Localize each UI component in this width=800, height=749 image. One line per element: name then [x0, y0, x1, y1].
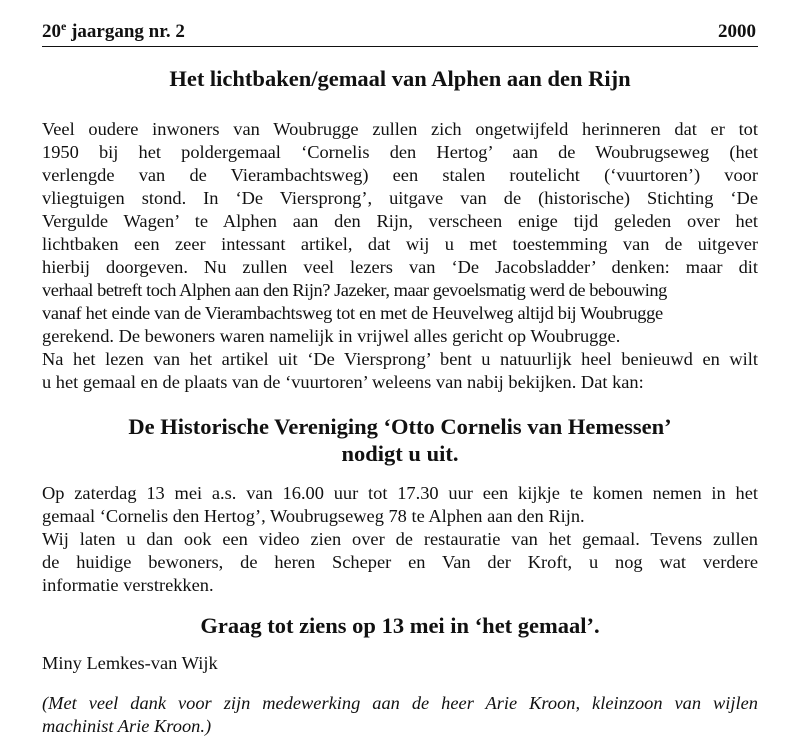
invitation-heading-line: De Historische Vereniging ‘Otto Cornelis van Hemessen’	[128, 414, 672, 439]
paragraph-line: vliegtuigen stond. In ‘De Viersprong’, uitgave van de (historische) Stichting ‘De	[42, 188, 758, 208]
paragraph-line: gerekend. De bewoners waren namelijk in vrijwel alles gericht op Woubrugge.	[42, 326, 621, 346]
paragraph-line: u het gemaal en de plaats van de ‘vuurtoren’ weleens van nabij bekijken. Dat kan:	[42, 372, 644, 392]
invitation-details	[42, 482, 758, 597]
volume-superscript: e	[61, 19, 67, 33]
year-label: 2000	[718, 21, 756, 42]
acknowledgement-note	[42, 692, 758, 738]
note-line: machinist Arie Kroon.)	[42, 716, 212, 736]
paragraph-line: hierbij doorgeven. Nu zullen veel lezers van ‘De Jacobsladder’ denken: maar dit	[42, 257, 758, 277]
paragraph-line: informatie verstrekken.	[42, 575, 214, 595]
note-line: (Met veel dank voor zijn medewerking aan de heer Arie Kroon, kleinzoon van wijlen	[42, 693, 758, 713]
paragraph-line: verhaal betreft toch Alphen aan den Rijn? Jazeker, maar gevoelsmatig werd de bebouwing	[42, 280, 667, 300]
paragraph-line: Veel oudere inwoners van Woubrugge zullen zich ongetwijfeld herinneren dat er tot	[42, 119, 758, 139]
newsletter-page	[42, 0, 758, 749]
paragraph-line: Na het lezen van het artikel uit ‘De Viersprong’ bent u natuurlijk heel benieuwd en wilt	[42, 349, 758, 369]
paragraph-line: Vergulde Wagen’ te Alphen aan den Rijn, verscheen enige tijd geleden over het	[42, 211, 758, 231]
volume-issue-label	[42, 21, 185, 43]
paragraph-line: Op zaterdag 13 mei a.s. van 16.00 uur tot 17.30 uur een kijkje te komen nemen in het	[42, 483, 758, 503]
author-signature: Miny Lemkes-van Wijk	[42, 653, 218, 673]
invitation-heading	[42, 413, 758, 467]
volume-number: 20	[42, 21, 61, 42]
paragraph-line: 1950 bij het poldergemaal ‘Cornelis den Hertog’ aan de Woubrugseweg (het	[42, 142, 758, 162]
paragraph-line: de huidige bewoners, de heren Scheper en Van der Kroft, u nog wat verdere	[42, 552, 758, 572]
paragraph-line: vanaf het einde van de Vierambachtsweg tot en met de Heuvelweg altijd bij Woubrugge	[42, 303, 663, 323]
article-title: Het lichtbaken/gemaal van Alphen aan den Rijn	[169, 66, 631, 91]
closing-heading: Graag tot ziens op 13 mei in ‘het gemaal’.	[200, 613, 600, 638]
page-header	[42, 18, 758, 47]
invitation-heading-line: nodigt u uit.	[341, 441, 459, 466]
intro-paragraph	[42, 118, 758, 348]
second-paragraph	[42, 348, 758, 394]
paragraph-line: lichtbaken een zeer intessant artikel, dat wij u met toestemming van de uitgever	[42, 234, 758, 254]
volume-text: jaargang nr. 2	[66, 21, 185, 42]
paragraph-line: gemaal ‘Cornelis den Hertog’, Woubrugseweg 78 te Alphen aan den Rijn.	[42, 506, 585, 526]
paragraph-line: verlengde van de Vierambachtsweg) een stalen routelicht (‘vuurtoren’) voor	[42, 165, 758, 185]
paragraph-line: Wij laten u dan ook een video zien over de restauratie van het gemaal. Tevens zullen	[42, 529, 758, 549]
